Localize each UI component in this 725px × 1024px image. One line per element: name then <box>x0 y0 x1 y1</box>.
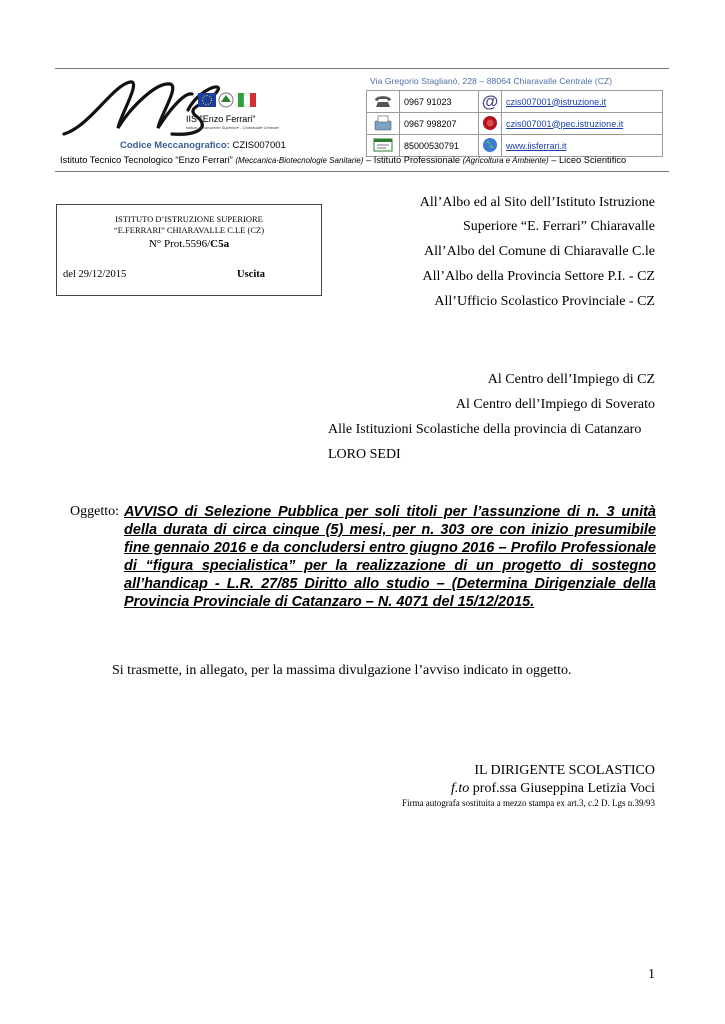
codice-value: CZIS007001 <box>232 140 286 151</box>
recipient-line: Al Centro dell’Impiego di CZ <box>487 372 655 387</box>
institutes-line <box>60 155 668 165</box>
phone-number: 0967 91023 <box>400 91 479 113</box>
fax-number: 0967 998207 <box>400 113 479 135</box>
phone-icon-cell <box>367 91 400 113</box>
codice-label: Codice Meccanografico: <box>120 140 230 151</box>
institute-tecnico: Istituto Tecnico Tecnologico “Enzo Ferrari” <box>60 155 233 165</box>
pec-link[interactable]: czis007001@pec.istruzione.it <box>506 118 624 129</box>
signature-name <box>451 781 655 797</box>
recipient-line: All’Ufficio Scolastico Provinciale - CZ <box>434 294 655 309</box>
protocol-code: C5a <box>210 238 230 250</box>
institute-liceo: – Liceo Scientifico <box>551 155 627 165</box>
recipient-line: All’Albo ed al Sito dell’Istituto Istruzione <box>419 195 655 210</box>
signature-note: Firma autografa sostituita a mezzo stampa ex art.3, c.2 D. Lgs n.39/93 <box>402 798 655 808</box>
logo-text: IIS "Enzo Ferrari" <box>186 114 256 124</box>
recipient-line: LORO SEDI <box>328 447 401 462</box>
header-bottom-divider <box>55 171 669 172</box>
signature-person: prof.ssa Giuseppina Letizia Voci <box>472 781 655 796</box>
fax-icon <box>372 115 394 131</box>
website-link[interactable]: www.iisferrari.it <box>506 140 567 151</box>
logo-subtitle: Istituto di Istruzione Superiore - Chiaravalle Centrale <box>186 125 279 130</box>
pec-seal-icon <box>481 114 499 132</box>
protocol-number <box>57 238 321 250</box>
contact-table <box>366 90 663 157</box>
institute-professionale-branches: (Agricoltura e Ambiente) <box>462 156 549 165</box>
protocol-institute-line2: “E.FERRARI” CHIARAVALLE C.LE (CZ) <box>113 225 265 235</box>
institute-tecnico-branches: (Meccanica-Biotecnologie Sanitarie) <box>235 156 364 165</box>
at-icon: @ <box>481 91 499 111</box>
protocol-direction: Uscita <box>237 269 265 280</box>
signature-fto: f.to <box>451 781 470 796</box>
codice-meccanografico <box>120 140 286 151</box>
page-number: 1 <box>648 967 655 982</box>
protocol-institute-line1: ISTITUTO D’ISTRUZIONE SUPERIORE <box>115 214 263 224</box>
globe-icon-cell <box>479 135 502 157</box>
pec-seal-cell <box>479 113 502 135</box>
recipient-line: Al Centro dell’Impiego di Soverato <box>455 397 655 412</box>
globe-icon <box>482 137 498 153</box>
subject-label: Oggetto: <box>70 504 119 519</box>
email-link[interactable]: czis007001@istruzione.it <box>506 96 607 107</box>
recipient-line: All’Albo del Comune di Chiaravalle C.le <box>424 244 655 259</box>
header-top-divider <box>55 68 669 69</box>
recipient-line: All’Albo della Provincia Settore P.I. - CZ <box>422 269 655 284</box>
fiscal-card-icon <box>372 137 394 153</box>
phone-icon <box>373 94 393 108</box>
recipient-line: Alle Istituzioni Scolastiche della provincia di Catanzaro <box>328 422 642 437</box>
at-icon-cell <box>479 91 502 113</box>
school-address: Via Gregorio Staglianò, 228 – 88064 Chiaravalle Centrale (CZ) <box>370 76 613 86</box>
protocol-number-prefix: N° Prot.5596/ <box>148 238 211 250</box>
subject-text: AVVISO di Selezione Pubblica per soli titoli per l’assunzione di n. 3 unità della durata di circa cinque (5) mesi, per n. 303 ore con inizio presumibile fine gennaio 2016 e da concludersi entro giugno 2016 – Profilo Professionale di “figura specialistica” per la realizzazione di un progetto di sostegno all’handicap - L.R. 27/85 Diritto allo studio – (Determina Dirigenziale della Provincia Provinciale di Catanzaro – N. 4071 del 15/12/2015. <box>124 504 656 610</box>
fax-icon-cell <box>367 113 400 135</box>
protocol-date: del 29/12/2015 <box>63 269 127 280</box>
body-paragraph: Si trasmette, in allegato, per la massima divulgazione l’avviso indicato in oggetto. <box>112 663 572 678</box>
signature-title: IL DIRIGENTE SCOLASTICO <box>474 763 655 778</box>
recipient-line: Superiore “E. Ferrari” Chiaravalle <box>462 219 655 234</box>
protocol-box <box>56 204 322 296</box>
fiscal-code: 85000530791 <box>400 135 479 157</box>
institute-professionale: – Istituto Professionale <box>366 155 461 165</box>
fiscal-code-icon-cell <box>367 135 400 157</box>
